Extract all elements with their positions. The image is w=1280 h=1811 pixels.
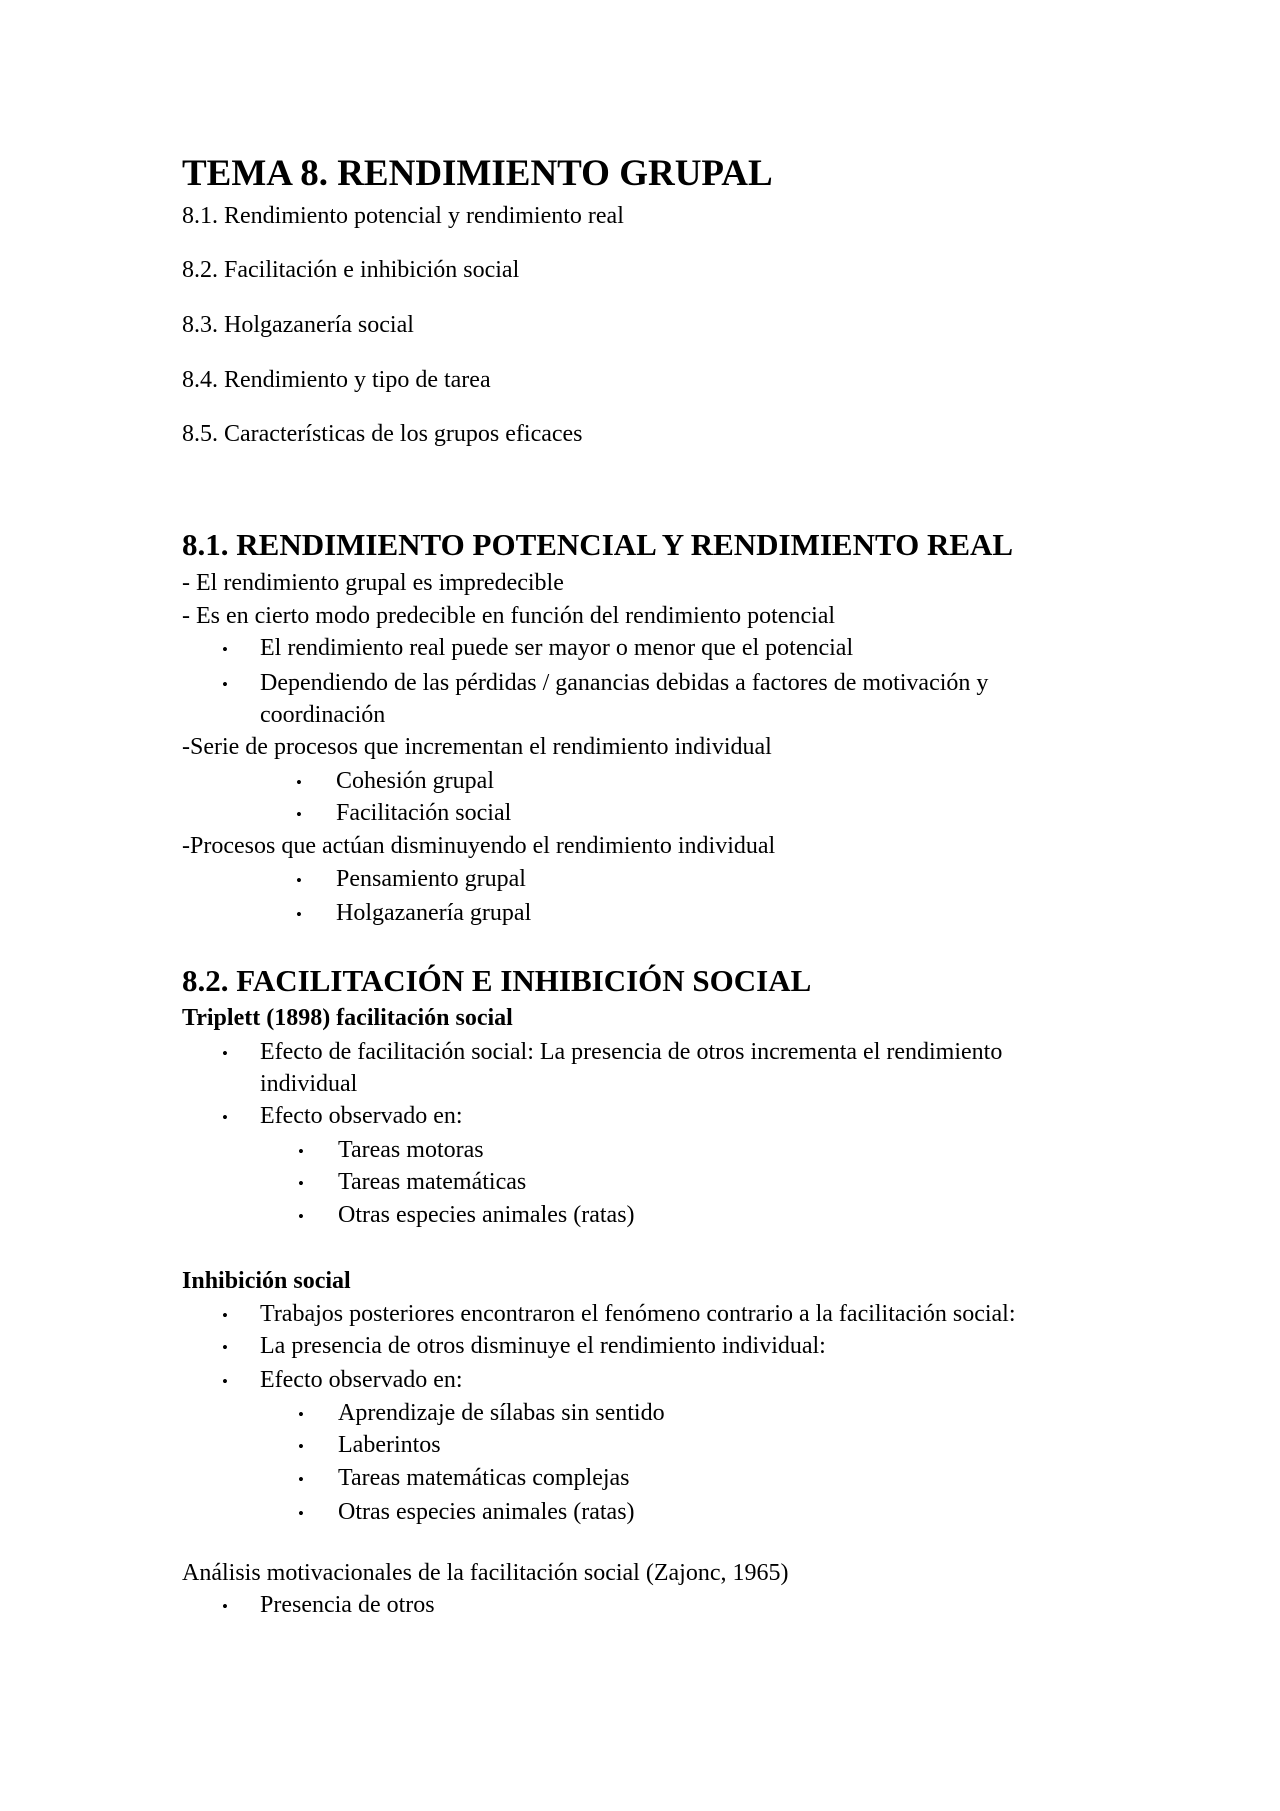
list-item-continuation: coordinación bbox=[260, 702, 386, 728]
body-line: Análisis motivacionales de la facilitación social (Zajonc, 1965) bbox=[182, 1560, 789, 1586]
list-item: Otras especies animales (ratas) bbox=[338, 1499, 635, 1525]
bullet-icon: • bbox=[298, 1405, 304, 1424]
bullet-icon: • bbox=[222, 1306, 228, 1325]
list-item: El rendimiento real puede ser mayor o menor que el potencial bbox=[260, 635, 854, 661]
list-item: Trabajos posteriores encontraron el fenómeno contrario a la facilitación social: bbox=[260, 1301, 1016, 1327]
bullet-icon: • bbox=[222, 1044, 228, 1063]
body-line: -Procesos que actúan disminuyendo el rendimiento individual bbox=[182, 833, 776, 859]
list-item: Efecto observado en: bbox=[260, 1103, 463, 1129]
list-item: Pensamiento grupal bbox=[336, 866, 526, 892]
toc-item: 8.5. Características de los grupos eficaces bbox=[182, 421, 583, 447]
toc-item: 8.1. Rendimiento potencial y rendimiento real bbox=[182, 203, 624, 229]
list-item: Presencia de otros bbox=[260, 1592, 435, 1618]
subheading: Inhibición social bbox=[182, 1268, 351, 1294]
bullet-icon: • bbox=[222, 1108, 228, 1127]
bullet-icon: • bbox=[222, 675, 228, 694]
list-item: Cohesión grupal bbox=[336, 768, 494, 794]
list-item: Otras especies animales (ratas) bbox=[338, 1202, 635, 1228]
list-item: Efecto de facilitación social: La presencia de otros incrementa el rendimiento bbox=[260, 1039, 1003, 1065]
bullet-icon: • bbox=[222, 640, 228, 659]
toc-item: 8.4. Rendimiento y tipo de tarea bbox=[182, 367, 491, 393]
toc-item: 8.2. Facilitación e inhibición social bbox=[182, 257, 520, 283]
bullet-icon: • bbox=[298, 1470, 304, 1489]
list-item: Efecto observado en: bbox=[260, 1367, 463, 1393]
list-item-continuation: individual bbox=[260, 1071, 358, 1097]
body-line: - Es en cierto modo predecible en función del rendimiento potencial bbox=[182, 603, 836, 629]
bullet-icon: • bbox=[296, 773, 302, 792]
list-item: Aprendizaje de sílabas sin sentido bbox=[338, 1400, 665, 1426]
bullet-icon: • bbox=[298, 1437, 304, 1456]
list-item: Facilitación social bbox=[336, 800, 512, 826]
section-heading: 8.1. RENDIMIENTO POTENCIAL Y RENDIMIENTO REAL bbox=[182, 527, 1014, 562]
bullet-icon: • bbox=[298, 1504, 304, 1523]
bullet-icon: • bbox=[222, 1338, 228, 1357]
bullet-icon: • bbox=[298, 1174, 304, 1193]
bullet-icon: • bbox=[296, 871, 302, 890]
bullet-icon: • bbox=[222, 1597, 228, 1616]
bullet-icon: • bbox=[222, 1372, 228, 1391]
subheading: Triplett (1898) facilitación social bbox=[182, 1005, 513, 1031]
list-item: Laberintos bbox=[338, 1432, 441, 1458]
body-line: - El rendimiento grupal es impredecible bbox=[182, 570, 564, 596]
bullet-icon: • bbox=[296, 805, 302, 824]
toc-item: 8.3. Holgazanería social bbox=[182, 312, 414, 338]
bullet-icon: • bbox=[298, 1142, 304, 1161]
section-heading: 8.2. FACILITACIÓN E INHIBICIÓN SOCIAL bbox=[182, 963, 812, 998]
bullet-icon: • bbox=[298, 1207, 304, 1226]
body-line: -Serie de procesos que incrementan el rendimiento individual bbox=[182, 734, 772, 760]
list-item: Tareas motoras bbox=[338, 1137, 484, 1163]
document-title: TEMA 8. RENDIMIENTO GRUPAL bbox=[182, 153, 773, 194]
list-item: Tareas matemáticas bbox=[338, 1169, 527, 1195]
list-item: Tareas matemáticas complejas bbox=[338, 1465, 630, 1491]
bullet-icon: • bbox=[296, 905, 302, 924]
list-item: La presencia de otros disminuye el rendimiento individual: bbox=[260, 1333, 826, 1359]
list-item: Dependiendo de las pérdidas / ganancias debidas a factores de motivación y bbox=[260, 670, 989, 696]
list-item: Holgazanería grupal bbox=[336, 900, 532, 926]
